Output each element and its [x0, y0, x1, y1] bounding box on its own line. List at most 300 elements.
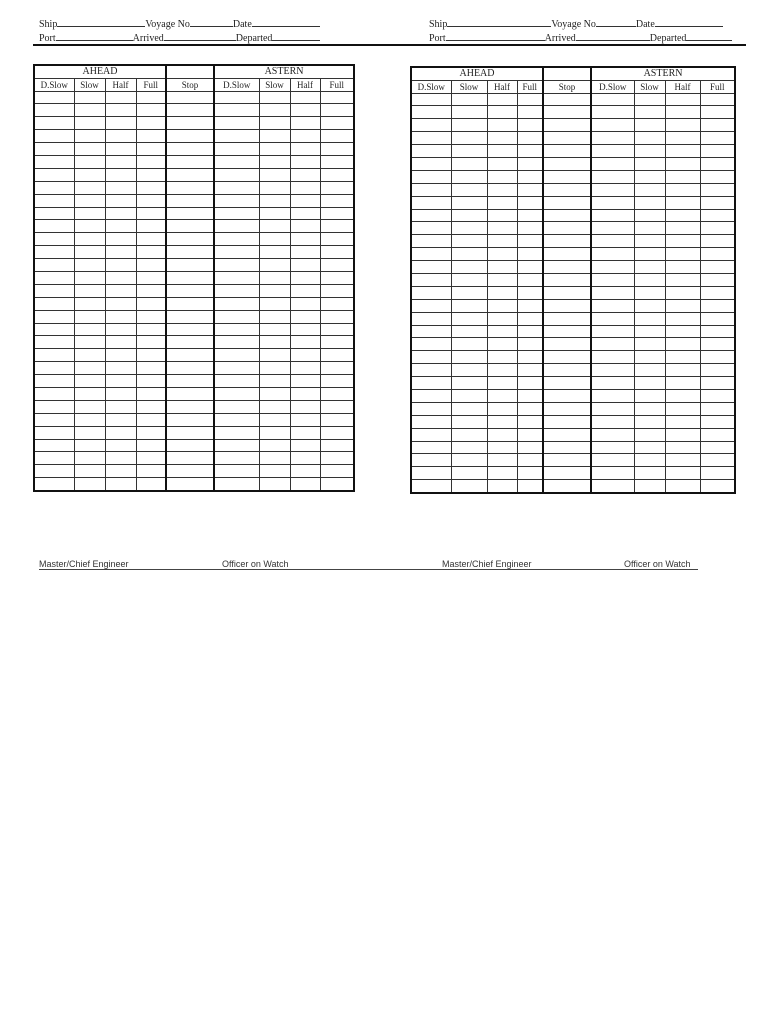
- left-log-cell[interactable]: [214, 297, 259, 310]
- left-log-cell[interactable]: [34, 478, 74, 491]
- left-log-cell[interactable]: [166, 155, 214, 168]
- right-log-cell[interactable]: [634, 299, 665, 312]
- right-log-cell[interactable]: [543, 351, 591, 364]
- right-log-cell[interactable]: [487, 119, 517, 132]
- left-log-cell[interactable]: [320, 297, 354, 310]
- right-log-cell[interactable]: [665, 351, 700, 364]
- right-log-cell[interactable]: [665, 312, 700, 325]
- left-log-cell[interactable]: [105, 439, 136, 452]
- right-log-cell[interactable]: [543, 145, 591, 158]
- right-log-cell[interactable]: [665, 132, 700, 145]
- right-log-cell[interactable]: [487, 428, 517, 441]
- right-log-cell[interactable]: [411, 132, 451, 145]
- left-log-cell[interactable]: [136, 310, 166, 323]
- right-log-cell[interactable]: [487, 183, 517, 196]
- right-log-cell[interactable]: [591, 402, 634, 415]
- left-log-cell[interactable]: [105, 130, 136, 143]
- right-log-cell[interactable]: [487, 338, 517, 351]
- left-log-cell[interactable]: [74, 400, 105, 413]
- left-log-cell[interactable]: [74, 310, 105, 323]
- right-log-cell[interactable]: [591, 454, 634, 467]
- right-log-cell[interactable]: [634, 312, 665, 325]
- left-log-cell[interactable]: [259, 349, 290, 362]
- right-port-field[interactable]: [446, 31, 545, 41]
- left-log-cell[interactable]: [136, 233, 166, 246]
- right-log-cell[interactable]: [700, 273, 735, 286]
- right-log-cell[interactable]: [451, 480, 487, 493]
- right-log-cell[interactable]: [411, 145, 451, 158]
- left-log-cell[interactable]: [214, 349, 259, 362]
- right-log-cell[interactable]: [591, 286, 634, 299]
- left-departed-field[interactable]: [272, 31, 320, 41]
- right-log-cell[interactable]: [634, 389, 665, 402]
- left-log-cell[interactable]: [74, 194, 105, 207]
- left-log-cell[interactable]: [105, 310, 136, 323]
- left-date-field[interactable]: [252, 17, 320, 27]
- left-log-cell[interactable]: [74, 323, 105, 336]
- right-log-cell[interactable]: [665, 389, 700, 402]
- right-log-cell[interactable]: [543, 235, 591, 248]
- left-log-cell[interactable]: [259, 220, 290, 233]
- left-log-cell[interactable]: [320, 194, 354, 207]
- left-log-cell[interactable]: [74, 233, 105, 246]
- left-log-cell[interactable]: [214, 155, 259, 168]
- left-log-cell[interactable]: [214, 439, 259, 452]
- right-log-cell[interactable]: [591, 93, 634, 106]
- left-log-cell[interactable]: [166, 413, 214, 426]
- left-log-cell[interactable]: [259, 387, 290, 400]
- right-log-cell[interactable]: [517, 222, 543, 235]
- left-log-cell[interactable]: [166, 465, 214, 478]
- left-log-cell[interactable]: [259, 194, 290, 207]
- right-log-cell[interactable]: [634, 467, 665, 480]
- left-log-cell[interactable]: [320, 465, 354, 478]
- right-log-cell[interactable]: [411, 351, 451, 364]
- right-log-cell[interactable]: [665, 196, 700, 209]
- right-log-cell[interactable]: [411, 338, 451, 351]
- left-log-cell[interactable]: [105, 465, 136, 478]
- right-log-cell[interactable]: [517, 132, 543, 145]
- right-log-cell[interactable]: [451, 196, 487, 209]
- left-log-cell[interactable]: [320, 104, 354, 117]
- right-log-cell[interactable]: [487, 170, 517, 183]
- left-log-cell[interactable]: [105, 426, 136, 439]
- right-log-cell[interactable]: [634, 402, 665, 415]
- left-log-cell[interactable]: [74, 207, 105, 220]
- right-log-cell[interactable]: [451, 299, 487, 312]
- right-log-cell[interactable]: [543, 299, 591, 312]
- right-log-cell[interactable]: [591, 222, 634, 235]
- right-log-cell[interactable]: [591, 428, 634, 441]
- left-log-cell[interactable]: [320, 155, 354, 168]
- right-log-cell[interactable]: [451, 286, 487, 299]
- left-log-cell[interactable]: [290, 220, 320, 233]
- right-log-cell[interactable]: [451, 222, 487, 235]
- left-log-cell[interactable]: [214, 478, 259, 491]
- right-log-cell[interactable]: [451, 209, 487, 222]
- left-signature-line[interactable]: [39, 569, 442, 570]
- left-log-cell[interactable]: [34, 104, 74, 117]
- left-log-cell[interactable]: [214, 259, 259, 272]
- right-log-cell[interactable]: [487, 402, 517, 415]
- left-log-cell[interactable]: [136, 400, 166, 413]
- right-log-cell[interactable]: [700, 209, 735, 222]
- left-log-cell[interactable]: [105, 362, 136, 375]
- left-log-cell[interactable]: [105, 375, 136, 388]
- left-log-cell[interactable]: [320, 233, 354, 246]
- left-log-cell[interactable]: [136, 91, 166, 104]
- right-log-cell[interactable]: [517, 286, 543, 299]
- right-log-cell[interactable]: [665, 93, 700, 106]
- right-log-cell[interactable]: [700, 415, 735, 428]
- right-log-cell[interactable]: [487, 248, 517, 261]
- left-log-cell[interactable]: [320, 362, 354, 375]
- right-log-cell[interactable]: [634, 261, 665, 274]
- right-log-cell[interactable]: [543, 480, 591, 493]
- left-log-cell[interactable]: [166, 117, 214, 130]
- left-log-cell[interactable]: [290, 413, 320, 426]
- left-log-cell[interactable]: [259, 465, 290, 478]
- right-log-cell[interactable]: [700, 196, 735, 209]
- left-log-cell[interactable]: [166, 246, 214, 259]
- right-log-cell[interactable]: [665, 402, 700, 415]
- right-log-cell[interactable]: [517, 235, 543, 248]
- left-log-cell[interactable]: [34, 349, 74, 362]
- left-log-cell[interactable]: [74, 246, 105, 259]
- left-log-cell[interactable]: [74, 452, 105, 465]
- right-log-cell[interactable]: [411, 209, 451, 222]
- right-log-cell[interactable]: [411, 415, 451, 428]
- left-log-cell[interactable]: [214, 452, 259, 465]
- right-log-cell[interactable]: [451, 377, 487, 390]
- right-log-cell[interactable]: [700, 170, 735, 183]
- right-log-cell[interactable]: [451, 170, 487, 183]
- right-log-cell[interactable]: [517, 170, 543, 183]
- left-log-cell[interactable]: [290, 465, 320, 478]
- right-log-cell[interactable]: [665, 364, 700, 377]
- left-log-cell[interactable]: [105, 284, 136, 297]
- left-log-cell[interactable]: [259, 297, 290, 310]
- left-log-cell[interactable]: [166, 130, 214, 143]
- left-log-cell[interactable]: [166, 426, 214, 439]
- right-log-cell[interactable]: [517, 106, 543, 119]
- left-log-cell[interactable]: [214, 284, 259, 297]
- left-log-cell[interactable]: [166, 207, 214, 220]
- right-log-cell[interactable]: [665, 480, 700, 493]
- left-log-cell[interactable]: [290, 259, 320, 272]
- left-log-cell[interactable]: [166, 233, 214, 246]
- right-log-cell[interactable]: [451, 312, 487, 325]
- right-log-cell[interactable]: [700, 93, 735, 106]
- left-log-cell[interactable]: [214, 220, 259, 233]
- right-log-cell[interactable]: [451, 389, 487, 402]
- right-log-cell[interactable]: [487, 351, 517, 364]
- left-log-cell[interactable]: [166, 452, 214, 465]
- left-log-cell[interactable]: [166, 259, 214, 272]
- left-log-cell[interactable]: [320, 91, 354, 104]
- right-log-cell[interactable]: [451, 338, 487, 351]
- right-log-cell[interactable]: [517, 183, 543, 196]
- right-log-cell[interactable]: [411, 299, 451, 312]
- right-log-cell[interactable]: [700, 145, 735, 158]
- left-log-cell[interactable]: [166, 297, 214, 310]
- right-date-field[interactable]: [655, 17, 723, 27]
- left-log-cell[interactable]: [290, 310, 320, 323]
- left-log-cell[interactable]: [320, 387, 354, 400]
- left-log-cell[interactable]: [320, 439, 354, 452]
- right-log-cell[interactable]: [517, 480, 543, 493]
- left-log-cell[interactable]: [34, 259, 74, 272]
- left-log-cell[interactable]: [166, 375, 214, 388]
- left-log-cell[interactable]: [290, 387, 320, 400]
- right-log-cell[interactable]: [665, 454, 700, 467]
- left-log-cell[interactable]: [166, 349, 214, 362]
- right-log-cell[interactable]: [591, 119, 634, 132]
- left-log-cell[interactable]: [290, 336, 320, 349]
- right-log-cell[interactable]: [411, 364, 451, 377]
- left-log-cell[interactable]: [320, 259, 354, 272]
- left-log-cell[interactable]: [214, 130, 259, 143]
- left-log-cell[interactable]: [320, 310, 354, 323]
- right-log-cell[interactable]: [487, 106, 517, 119]
- right-log-cell[interactable]: [591, 312, 634, 325]
- right-log-cell[interactable]: [665, 261, 700, 274]
- left-log-cell[interactable]: [34, 155, 74, 168]
- left-log-cell[interactable]: [290, 452, 320, 465]
- left-log-cell[interactable]: [290, 168, 320, 181]
- right-log-cell[interactable]: [665, 415, 700, 428]
- left-log-cell[interactable]: [290, 130, 320, 143]
- left-log-cell[interactable]: [105, 194, 136, 207]
- right-log-cell[interactable]: [591, 299, 634, 312]
- left-log-cell[interactable]: [105, 478, 136, 491]
- left-log-cell[interactable]: [214, 413, 259, 426]
- right-log-cell[interactable]: [591, 389, 634, 402]
- left-log-cell[interactable]: [136, 104, 166, 117]
- right-log-cell[interactable]: [665, 248, 700, 261]
- right-log-cell[interactable]: [411, 286, 451, 299]
- left-log-cell[interactable]: [166, 284, 214, 297]
- left-log-cell[interactable]: [105, 207, 136, 220]
- left-log-cell[interactable]: [166, 439, 214, 452]
- left-log-cell[interactable]: [136, 130, 166, 143]
- right-log-cell[interactable]: [665, 299, 700, 312]
- right-log-cell[interactable]: [591, 338, 634, 351]
- left-log-cell[interactable]: [74, 426, 105, 439]
- left-log-cell[interactable]: [105, 400, 136, 413]
- right-log-cell[interactable]: [665, 235, 700, 248]
- left-log-cell[interactable]: [34, 130, 74, 143]
- left-log-cell[interactable]: [105, 181, 136, 194]
- left-log-cell[interactable]: [136, 246, 166, 259]
- left-log-cell[interactable]: [105, 117, 136, 130]
- left-log-cell[interactable]: [290, 155, 320, 168]
- right-log-cell[interactable]: [543, 325, 591, 338]
- left-log-cell[interactable]: [259, 155, 290, 168]
- right-log-cell[interactable]: [487, 286, 517, 299]
- left-log-cell[interactable]: [34, 194, 74, 207]
- right-log-cell[interactable]: [634, 441, 665, 454]
- left-log-cell[interactable]: [214, 181, 259, 194]
- right-log-cell[interactable]: [634, 183, 665, 196]
- right-log-cell[interactable]: [411, 454, 451, 467]
- left-log-cell[interactable]: [214, 194, 259, 207]
- right-log-cell[interactable]: [411, 428, 451, 441]
- left-log-cell[interactable]: [136, 439, 166, 452]
- right-log-cell[interactable]: [517, 312, 543, 325]
- right-log-cell[interactable]: [487, 364, 517, 377]
- right-log-cell[interactable]: [411, 480, 451, 493]
- right-voyage-field[interactable]: [596, 17, 636, 27]
- right-log-cell[interactable]: [411, 106, 451, 119]
- left-ship-field[interactable]: [57, 17, 145, 27]
- left-log-cell[interactable]: [259, 336, 290, 349]
- right-log-cell[interactable]: [543, 248, 591, 261]
- right-log-cell[interactable]: [487, 157, 517, 170]
- right-log-cell[interactable]: [634, 93, 665, 106]
- left-log-cell[interactable]: [214, 465, 259, 478]
- right-log-cell[interactable]: [487, 389, 517, 402]
- right-log-cell[interactable]: [543, 119, 591, 132]
- right-log-cell[interactable]: [487, 325, 517, 338]
- left-log-cell[interactable]: [259, 91, 290, 104]
- right-log-cell[interactable]: [700, 222, 735, 235]
- right-log-cell[interactable]: [543, 467, 591, 480]
- right-log-cell[interactable]: [700, 312, 735, 325]
- left-log-cell[interactable]: [290, 117, 320, 130]
- right-log-cell[interactable]: [634, 351, 665, 364]
- right-log-cell[interactable]: [543, 93, 591, 106]
- left-log-cell[interactable]: [320, 426, 354, 439]
- left-log-cell[interactable]: [74, 478, 105, 491]
- left-log-cell[interactable]: [259, 246, 290, 259]
- right-log-cell[interactable]: [517, 351, 543, 364]
- left-log-cell[interactable]: [290, 246, 320, 259]
- right-log-cell[interactable]: [543, 261, 591, 274]
- right-log-cell[interactable]: [487, 299, 517, 312]
- left-log-cell[interactable]: [136, 297, 166, 310]
- right-log-cell[interactable]: [487, 93, 517, 106]
- left-log-cell[interactable]: [34, 375, 74, 388]
- left-log-cell[interactable]: [166, 478, 214, 491]
- left-log-cell[interactable]: [34, 207, 74, 220]
- right-log-cell[interactable]: [634, 132, 665, 145]
- left-log-cell[interactable]: [166, 271, 214, 284]
- right-log-cell[interactable]: [543, 389, 591, 402]
- left-log-cell[interactable]: [320, 271, 354, 284]
- right-log-cell[interactable]: [591, 157, 634, 170]
- left-log-cell[interactable]: [166, 310, 214, 323]
- right-log-cell[interactable]: [487, 273, 517, 286]
- left-log-cell[interactable]: [290, 400, 320, 413]
- left-log-cell[interactable]: [74, 104, 105, 117]
- left-log-cell[interactable]: [74, 439, 105, 452]
- right-log-cell[interactable]: [700, 235, 735, 248]
- right-log-cell[interactable]: [700, 157, 735, 170]
- left-log-cell[interactable]: [74, 349, 105, 362]
- left-log-cell[interactable]: [320, 207, 354, 220]
- right-log-cell[interactable]: [700, 441, 735, 454]
- right-log-cell[interactable]: [543, 157, 591, 170]
- right-log-cell[interactable]: [700, 106, 735, 119]
- left-log-cell[interactable]: [320, 400, 354, 413]
- left-log-cell[interactable]: [74, 375, 105, 388]
- left-log-cell[interactable]: [74, 284, 105, 297]
- right-log-cell[interactable]: [517, 119, 543, 132]
- left-log-cell[interactable]: [259, 117, 290, 130]
- left-log-cell[interactable]: [105, 168, 136, 181]
- left-arrived-field[interactable]: [164, 31, 236, 41]
- left-log-cell[interactable]: [136, 336, 166, 349]
- left-log-cell[interactable]: [290, 439, 320, 452]
- left-log-cell[interactable]: [105, 349, 136, 362]
- left-log-cell[interactable]: [259, 362, 290, 375]
- left-log-cell[interactable]: [34, 400, 74, 413]
- right-log-cell[interactable]: [543, 377, 591, 390]
- left-log-cell[interactable]: [290, 375, 320, 388]
- right-log-cell[interactable]: [517, 93, 543, 106]
- left-log-cell[interactable]: [136, 168, 166, 181]
- left-log-cell[interactable]: [290, 91, 320, 104]
- left-log-cell[interactable]: [259, 259, 290, 272]
- right-log-cell[interactable]: [700, 364, 735, 377]
- left-log-cell[interactable]: [136, 375, 166, 388]
- left-log-cell[interactable]: [166, 323, 214, 336]
- left-log-cell[interactable]: [290, 233, 320, 246]
- left-log-cell[interactable]: [34, 362, 74, 375]
- left-log-cell[interactable]: [259, 207, 290, 220]
- right-log-cell[interactable]: [591, 170, 634, 183]
- right-log-cell[interactable]: [543, 454, 591, 467]
- right-log-cell[interactable]: [665, 170, 700, 183]
- left-log-cell[interactable]: [166, 104, 214, 117]
- left-log-cell[interactable]: [290, 297, 320, 310]
- right-log-cell[interactable]: [665, 325, 700, 338]
- right-log-cell[interactable]: [700, 351, 735, 364]
- right-log-cell[interactable]: [517, 402, 543, 415]
- right-log-cell[interactable]: [411, 222, 451, 235]
- left-log-cell[interactable]: [290, 194, 320, 207]
- left-log-cell[interactable]: [320, 143, 354, 156]
- left-log-cell[interactable]: [136, 207, 166, 220]
- left-log-cell[interactable]: [259, 271, 290, 284]
- right-log-cell[interactable]: [411, 261, 451, 274]
- left-log-cell[interactable]: [166, 220, 214, 233]
- left-log-cell[interactable]: [74, 387, 105, 400]
- right-log-cell[interactable]: [517, 248, 543, 261]
- right-log-cell[interactable]: [487, 132, 517, 145]
- left-log-cell[interactable]: [105, 323, 136, 336]
- right-log-cell[interactable]: [543, 106, 591, 119]
- left-log-cell[interactable]: [259, 143, 290, 156]
- left-port-field[interactable]: [56, 31, 133, 41]
- right-log-cell[interactable]: [665, 428, 700, 441]
- right-log-cell[interactable]: [517, 467, 543, 480]
- right-log-cell[interactable]: [517, 338, 543, 351]
- left-log-cell[interactable]: [74, 271, 105, 284]
- right-log-cell[interactable]: [665, 106, 700, 119]
- right-log-cell[interactable]: [517, 261, 543, 274]
- right-log-cell[interactable]: [517, 196, 543, 209]
- right-ship-field[interactable]: [447, 17, 551, 27]
- right-log-cell[interactable]: [487, 467, 517, 480]
- right-log-cell[interactable]: [411, 402, 451, 415]
- left-log-cell[interactable]: [136, 349, 166, 362]
- left-log-cell[interactable]: [259, 413, 290, 426]
- left-log-cell[interactable]: [136, 362, 166, 375]
- right-log-cell[interactable]: [487, 209, 517, 222]
- left-log-cell[interactable]: [320, 181, 354, 194]
